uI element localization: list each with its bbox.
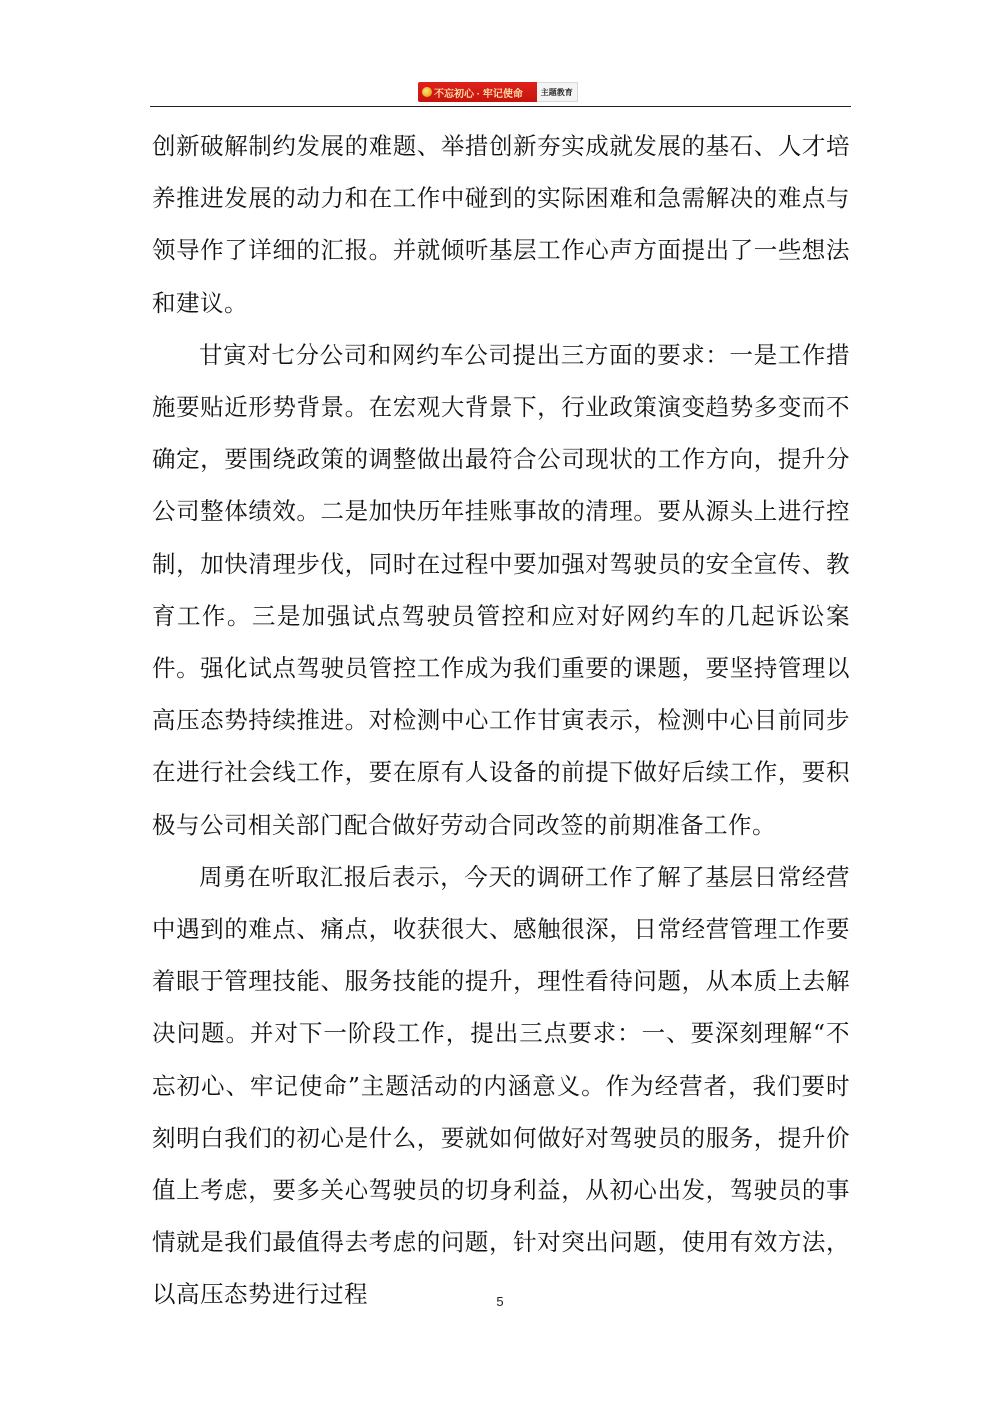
document-body xyxy=(152,120,850,1321)
page-number: 5 xyxy=(496,1294,504,1309)
header-banner xyxy=(418,82,578,102)
banner-slogan-text: 不忘初心 · 牢记使命 xyxy=(434,88,523,100)
banner-slogan xyxy=(418,82,537,102)
party-emblem-icon xyxy=(422,87,432,97)
paragraph: 周勇在听取汇报后表示，今天的调研工作了解了基层日常经营中遇到的难点、痛点，收获很大、感触很深，日常经营管理工作要着眼于管理技能、服务技能的提升，理性看待问题，从本质上去解决问题。并对下一阶段工作，提出三点要求：一、要深刻理解“不忘初心、牢记使命”主题活动的内涵意义。作为经营者，我们要时刻明白我们的初心是什么，要就如何做好对驾驶员的服务，提升价值上考虑，要多关心驾驶员的切身利益，从初心出发，驾驶员的事情就是我们最值得去考虑的问题，针对突出问题，使用有效方法，以高压态势进行过程 xyxy=(152,862,850,1309)
page-header xyxy=(0,78,1000,104)
paragraph: 甘寅对七分公司和网约车公司提出三方面的要求：一是工作措施要贴近形势背景。在宏观大背景下，行业政策演变趋势多变而不确定，要围绕政策的调整做出最符合公司现状的工作方向，提升分公司整体绩效。二是加快历年挂账事故的清理。要从源头上进行控制，加快清理步伐，同时在过程中要加强对驾驶员的安全宣传、教育工作。三是加强试点驾驶员管控和应对好网约车的几起诉讼案件。强化试点驾驶员管控工作成为我们重要的课题，要坚持管理以高压态势持续推进。对检测中心工作甘寅表示，检测中心目前同步在进行社会线工作，要在原有人设备的前提下做好后续工作，要积极与公司相关部门配合做好劳动合同改签的前期准备工作。 xyxy=(152,340,850,839)
header-divider xyxy=(150,106,851,107)
banner-subtitle: 主题教育 xyxy=(537,82,578,102)
paragraph-continued: 创新破解制约发展的难题、举措创新夯实成就发展的基石、人才培养推进发展的动力和在工作中碰到的实际困难和急需解决的难点与领导作了详细的汇报。并就倾听基层工作心声方面提出了一些想法和建议。 xyxy=(152,132,850,317)
